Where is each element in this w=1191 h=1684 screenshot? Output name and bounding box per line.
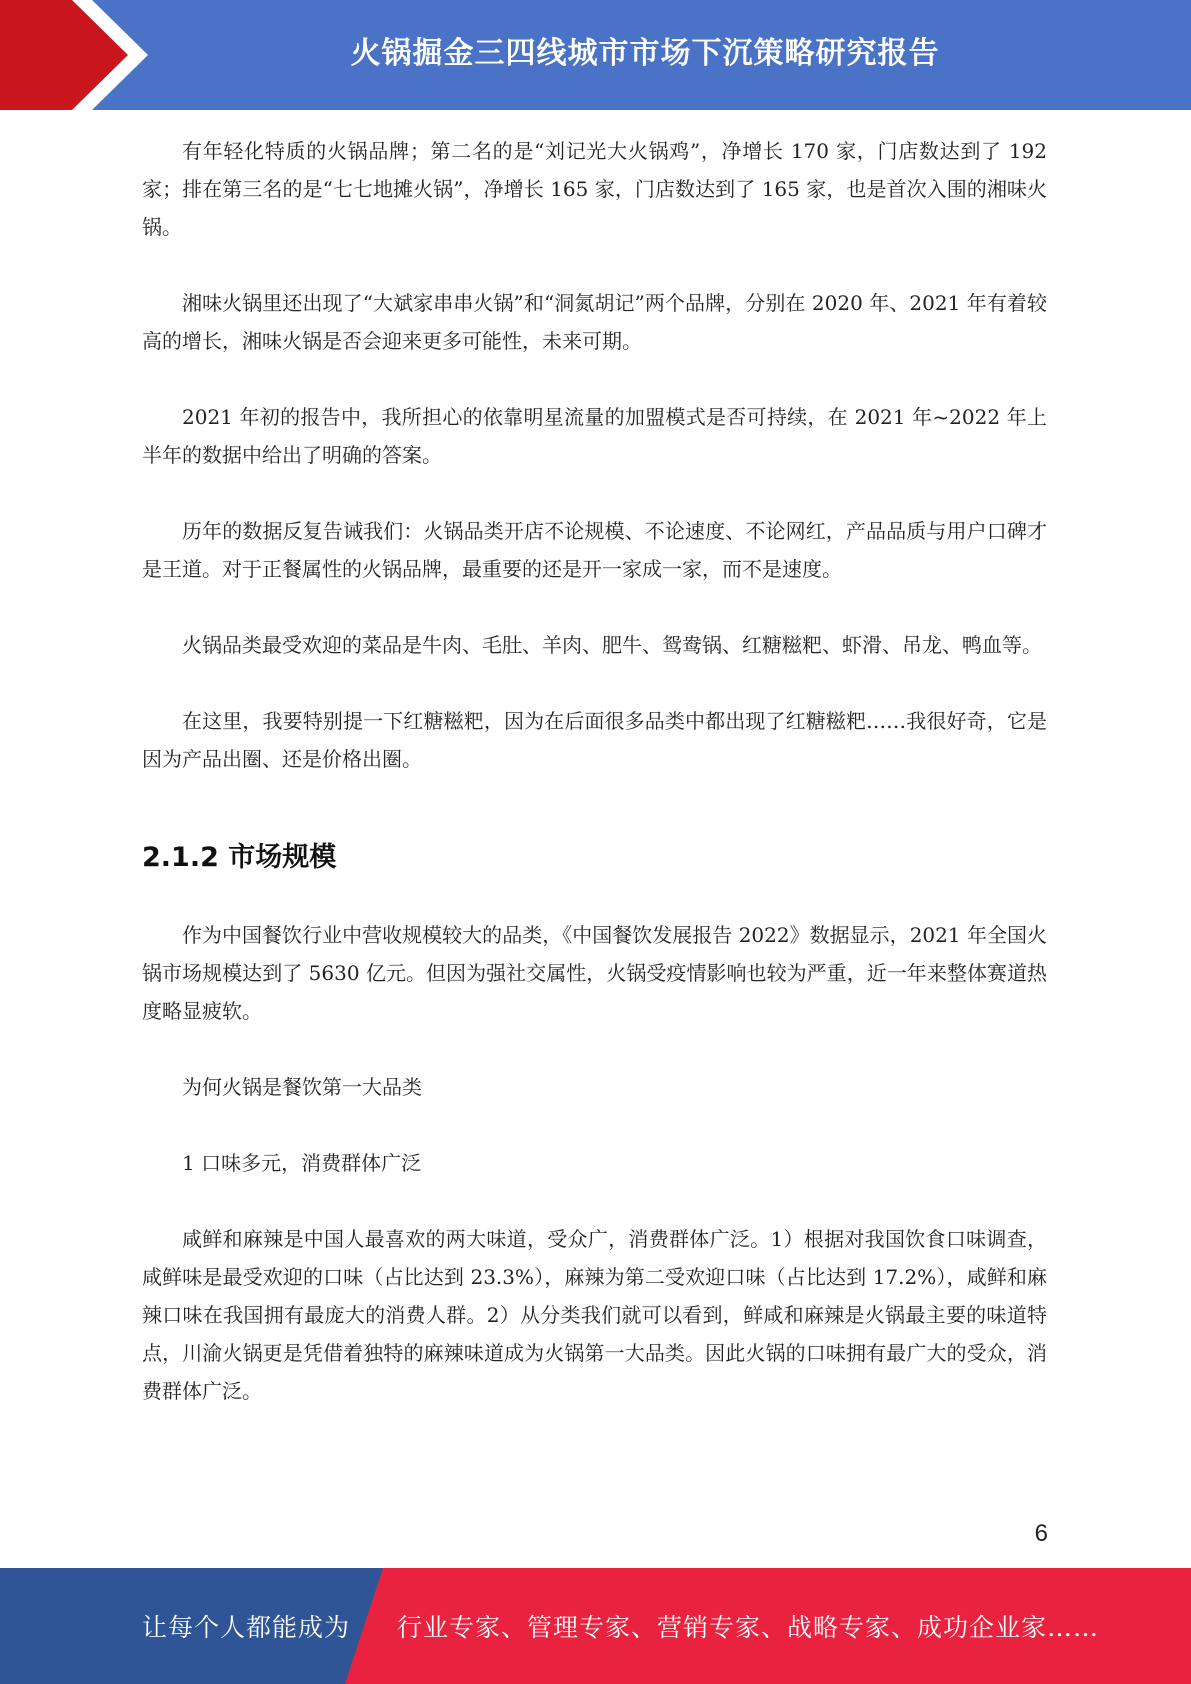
page-number: 6 bbox=[1034, 1520, 1048, 1547]
report-title: 火锅掘金三四线城市市场下沉策略研究报告 bbox=[350, 36, 940, 71]
body-paragraph: 咸鲜和麻辣是中国人最喜欢的两大味道，受众广，消费群体广泛。1）根据对我国饮食口味调查，咸鲜味是最受欢迎的口味（占比达到 23.3%），麻辣为第二受欢迎口味（占比达到 17.2%），咸鲜和麻辣口味在我国拥有最庞大的消费人群。2）从分类我们就可以看到，鲜咸和麻辣是火锅最主要的味道特点，川渝火锅更是凭借着独特的麻辣味道成为火锅第一大品类。因此火锅的口味拥有最广大的受众，消费群体广泛。 bbox=[142, 1227, 1047, 1403]
page-header bbox=[0, 0, 1191, 110]
body-paragraph: 湘味火锅里还出现了“大斌家串串火锅”和“洞氮胡记”两个品牌，分别在 2020 年、2021 年有着较高的增长，湘味火锅是否会迎来更多可能性，未来可期。 bbox=[142, 291, 1047, 353]
section-heading: 2.1.2 市场规模 bbox=[142, 842, 337, 873]
footer-slogan-left: 让每个人都能成为 bbox=[142, 1613, 351, 1642]
footer-slogan-right: 行业专家、管理专家、营销专家、战略专家、成功企业家…… bbox=[397, 1613, 1100, 1642]
subheading-paragraph: 为何火锅是餐饮第一大品类 bbox=[182, 1075, 422, 1099]
page-footer bbox=[0, 1568, 1191, 1684]
body-paragraph: 2021 年初的报告中，我所担心的依靠明星流量的加盟模式是否可持续，在 2021 年~2022 年上半年的数据中给出了明确的答案。 bbox=[142, 405, 1047, 467]
body-paragraph: 火锅品类最受欢迎的菜品是牛肉、毛肚、羊肉、肥牛、鸳鸯锅、红糖糍粑、虾滑、吊龙、鸭血等。 bbox=[182, 633, 1042, 657]
body-paragraph: 在这里，我要特别提一下红糖糍粑，因为在后面很多品类中都出现了红糖糍粑……我很好奇，它是因为产品出圈、还是价格出圈。 bbox=[142, 709, 1047, 771]
numbered-point: 1 口味多元，消费群体广泛 bbox=[182, 1151, 422, 1175]
page-content bbox=[142, 132, 1047, 1448]
body-paragraph: 作为中国餐饮行业中营收规模较大的品类，《中国餐饮发展报告 2022》数据显示，2021 年全国火锅市场规模达到了 5630 亿元。但因为强社交属性，火锅受疫情影响也较为严重，近一年来整体赛道热度略显疲软。 bbox=[142, 923, 1047, 1023]
body-paragraph: 历年的数据反复告诫我们：火锅品类开店不论规模、不论速度、不论网红，产品品质与用户口碑才是王道。对于正餐属性的火锅品牌，最重要的还是开一家成一家，而不是速度。 bbox=[142, 519, 1047, 581]
body-paragraph: 有年轻化特质的火锅品牌；第二名的是“刘记光大火锅鸡”，净增长 170 家，门店数达到了 192 家；排在第三名的是“七七地摊火锅”，净增长 165 家，门店数达到了 165 家，也是首次入围的湘味火锅。 bbox=[142, 139, 1047, 239]
